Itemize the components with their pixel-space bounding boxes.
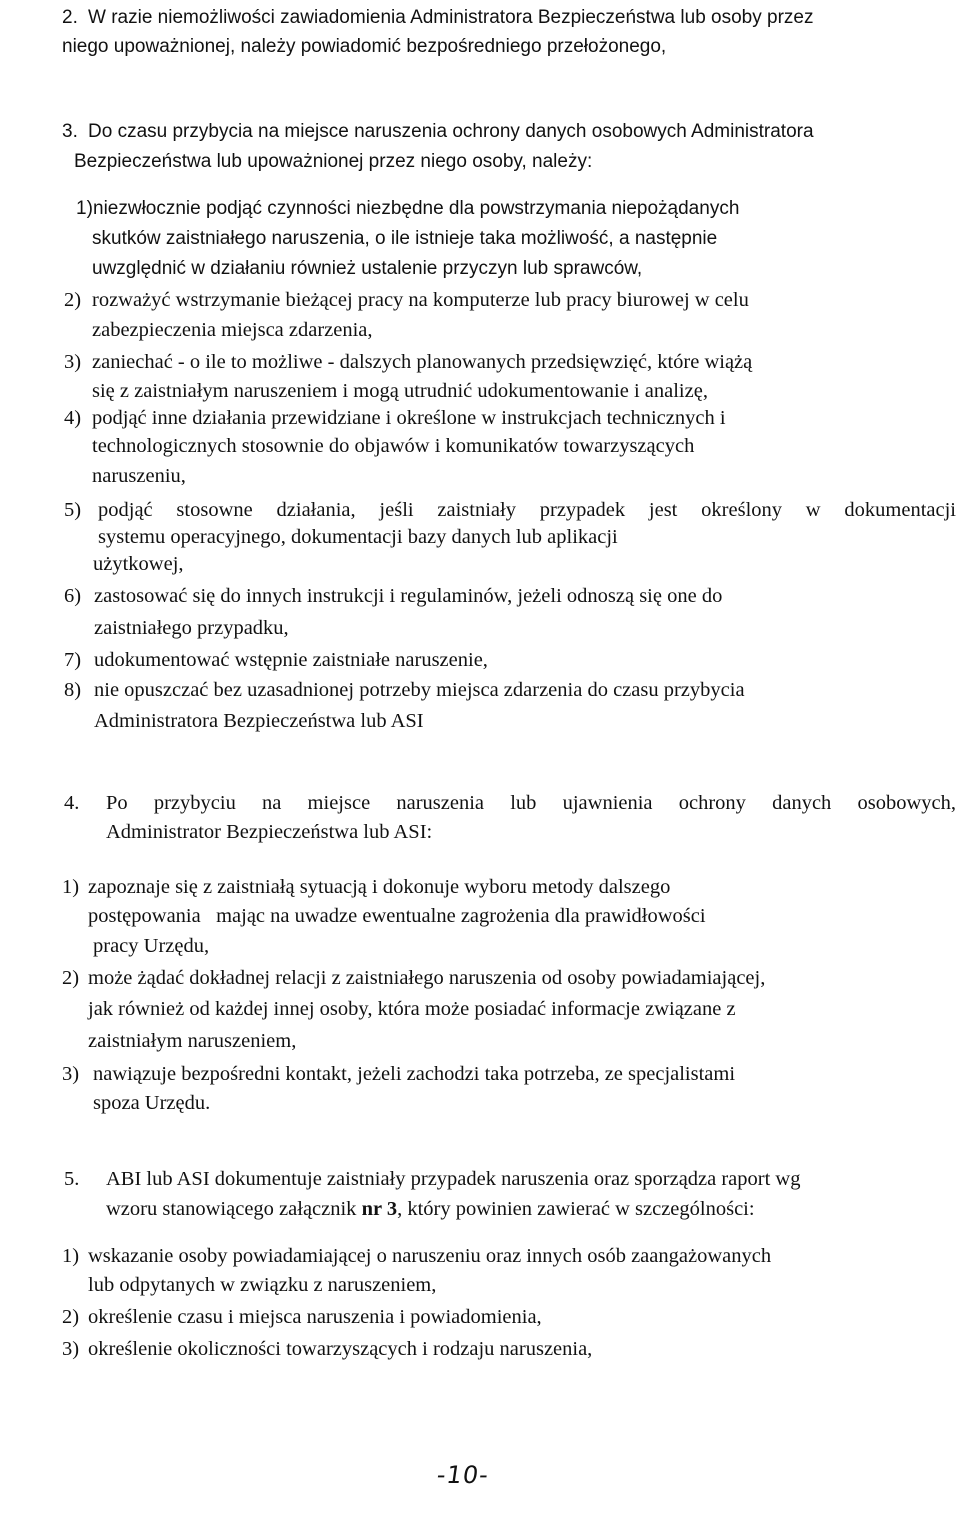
s3-item-3-line-2: się z zaistniałym naruszeniem i mogą utrudnić udokumentowanie i analizę, bbox=[92, 380, 708, 402]
s3-item-8-number: 8) bbox=[64, 679, 82, 701]
s5-item-1-line-2: lub odpytanych w związku z naruszeniem, bbox=[88, 1274, 437, 1296]
s5-item-2-number: 2) bbox=[62, 1306, 80, 1328]
s4-item-1-number: 1) bbox=[62, 876, 80, 898]
section-3-line-1: Do czasu przybycia na miejsce naruszenia ochrony danych osobowych Administratora bbox=[88, 121, 814, 142]
s5-item-1-line-1: wskazanie osoby powiadamiającej o naruszeniu oraz innych osób zaangażowanych bbox=[88, 1245, 772, 1267]
s4-item-2-line-1: może żądać dokładnej relacji z zaistniałego naruszenia od osoby powiadamiającej, bbox=[88, 967, 766, 989]
s3-item-4-line-1: podjąć inne działania przewidziane i określone w instrukcjach technicznych i bbox=[92, 407, 726, 429]
s4-item-3-line-2: spoza Urzędu. bbox=[93, 1092, 211, 1114]
s4-item-3-number: 3) bbox=[62, 1063, 80, 1085]
s4-item-2-line-3: zaistniałym naruszeniem, bbox=[88, 1030, 297, 1052]
section-4-number: 4. bbox=[64, 792, 80, 814]
s3-item-1-line-3: uwzględnić w działaniu również ustalenie przyczyn lub sprawców, bbox=[92, 258, 643, 279]
s4-item-1-line-1: zapoznaje się z zaistniałą sytuacją i dokonuje wyboru metody dalszego bbox=[88, 876, 671, 898]
s3-item-2-number: 2) bbox=[64, 289, 82, 311]
section-3-line-2: Bezpieczeństwa lub upoważnionej przez niego osoby, należy: bbox=[74, 151, 593, 172]
s3-item-1-line-2: skutków zaistniałego naruszenia, o ile istnieje taka możliwość, a następnie bbox=[92, 228, 718, 249]
s3-item-5-line-2: systemu operacyjnego, dokumentacji bazy danych lub aplikacji bbox=[98, 526, 618, 548]
s3-item-6-line-1: zastosować się do innych instrukcji i regulaminów, jeżeli odnoszą się one do bbox=[94, 585, 723, 607]
section-2-line-2: niego upoważnionej, należy powiadomić bezpośredniego przełożonego, bbox=[62, 36, 667, 57]
s5-item-3-line-1: określenie okoliczności towarzyszących i rodzaju naruszenia, bbox=[88, 1338, 593, 1360]
s3-item-4-number: 4) bbox=[64, 407, 82, 429]
s3-item-1-number: 1) bbox=[76, 198, 93, 219]
section-4-line-2: Administrator Bezpieczeństwa lub ASI: bbox=[106, 821, 433, 843]
section-5-line-1: ABI lub ASI dokumentuje zaistniały przypadek naruszenia oraz sporządza raport wg bbox=[106, 1168, 801, 1190]
s3-item-4-line-2: technologicznych stosownie do objawów i komunikatów towarzyszących bbox=[92, 435, 695, 457]
section-4-line-1: Po przybyciu na miejsce naruszenia lub ujawnienia ochrony danych osobowych, bbox=[106, 792, 956, 814]
s5-item-1-number: 1) bbox=[62, 1245, 80, 1267]
s5-item-3-number: 3) bbox=[62, 1338, 80, 1360]
s3-item-5-number: 5) bbox=[64, 499, 82, 521]
section-5-line-2-start: wzoru stanowiącego załącznik bbox=[106, 1198, 362, 1220]
section-3-number: 3. bbox=[62, 121, 78, 142]
s3-item-7-number: 7) bbox=[64, 649, 82, 671]
s3-item-6-number: 6) bbox=[64, 585, 82, 607]
s3-item-5-line-3: użytkowej, bbox=[93, 553, 184, 575]
s3-item-5-line-1: podjąć stosowne działania, jeśli zaistniały przypadek jest określony w dokumentacji bbox=[98, 499, 956, 521]
s4-item-2-number: 2) bbox=[62, 967, 80, 989]
s3-item-3-number: 3) bbox=[64, 351, 82, 373]
section-5-line-2 bbox=[106, 1199, 755, 1220]
page-number: -10- bbox=[435, 1461, 491, 1489]
s3-item-8-line-2: Administratora Bezpieczeństwa lub ASI bbox=[94, 710, 424, 732]
s3-item-8-line-1: nie opuszczać bez uzasadnionej potrzeby miejsca zdarzenia do czasu przybycia bbox=[94, 679, 745, 701]
s4-item-1-line-3: pracy Urzędu, bbox=[93, 935, 210, 957]
s3-item-6-line-2: zaistniałego przypadku, bbox=[94, 617, 289, 639]
section-2-number: 2. bbox=[62, 7, 78, 28]
section-5-number: 5. bbox=[64, 1168, 80, 1190]
s4-item-2-line-2: jak również od każdej innej osoby, która może posiadać informacje związane z bbox=[88, 998, 736, 1020]
s3-item-4-line-3: naruszeniu, bbox=[92, 465, 186, 487]
section-2-line-1: W razie niemożliwości zawiadomienia Administratora Bezpieczeństwa lub osoby przez bbox=[88, 7, 814, 28]
s3-item-1-line-1: niezwłocznie podjąć czynności niezbędne dla powstrzymania niepożądanych bbox=[93, 198, 740, 219]
s4-item-3-line-1: nawiązuje bezpośredni kontakt, jeżeli zachodzi taka potrzeba, ze specjalistami bbox=[93, 1063, 736, 1085]
section-5-line-2-end: , który powinien zawierać w szczególności: bbox=[397, 1198, 755, 1220]
s3-item-3-line-1: zaniechać - o ile to możliwe - dalszych planowanych przedsięwzięć, które wiążą bbox=[92, 351, 753, 373]
s5-item-2-line-1: określenie czasu i miejsca naruszenia i powiadomienia, bbox=[88, 1306, 542, 1328]
s4-item-1-line-2: postępowania mając na uwadze ewentualne zagrożenia dla prawidłowości bbox=[88, 905, 706, 927]
s3-item-2-line-1: rozważyć wstrzymanie bieżącej pracy na komputerze lub pracy biurowej w celu bbox=[92, 289, 749, 311]
s3-item-7-line-1: udokumentować wstępnie zaistniałe naruszenie, bbox=[94, 649, 488, 671]
attachment-number: nr 3 bbox=[361, 1198, 398, 1220]
s3-item-2-line-2: zabezpieczenia miejsca zdarzenia, bbox=[92, 319, 373, 341]
